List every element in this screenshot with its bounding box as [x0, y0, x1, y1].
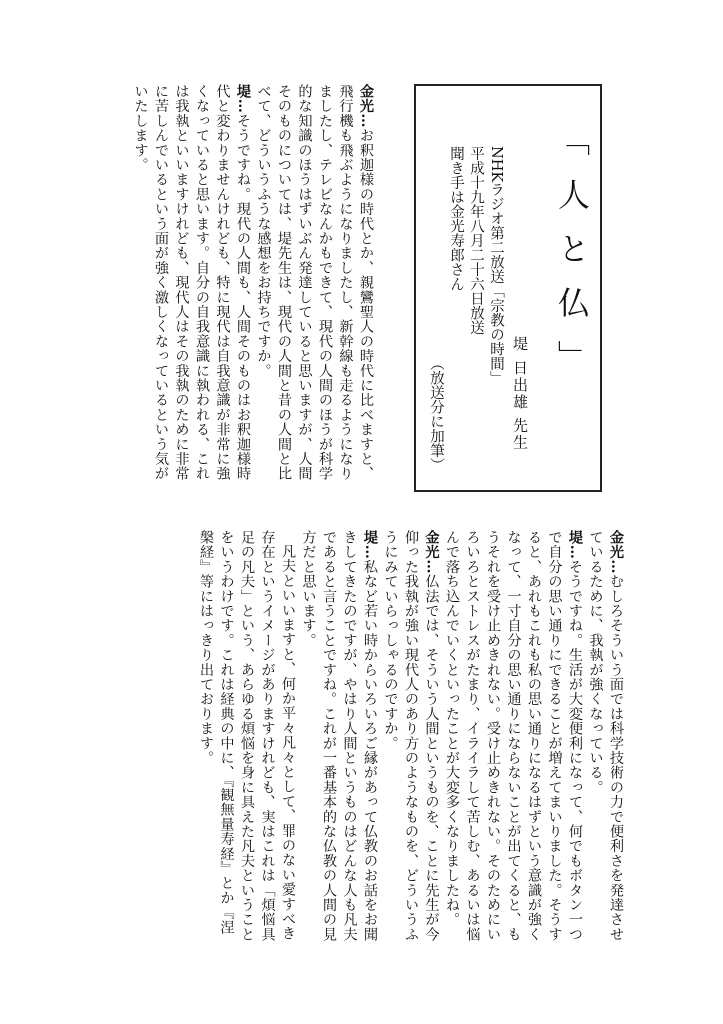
paragraph — [196, 530, 299, 948]
speaker-label: 堤… — [235, 84, 251, 114]
paragraph — [298, 530, 380, 948]
bottom-text-block — [86, 530, 626, 948]
author-name: 堤 日出雄 先生 — [511, 336, 529, 452]
speaker-label: 堤… — [567, 530, 583, 560]
interviewer-line: 聞き手は金光寿郎さん — [448, 146, 464, 291]
speaker-label: 金光… — [358, 84, 374, 129]
speaker-label: 堤… — [362, 530, 378, 560]
speaker-label: 金光… — [423, 530, 440, 575]
paragraph-text: そうですね。生活が大変便利になって、何でもボタン一つで自分の思い通りにできることが増えてまいりました。そうすると、あれもこれも私の思い通りになるはずという意識が強くなって、一寸自分の思い通りにならないことが出てくると、もうそれを受け止めきれない。受け止めきれない。そのためにいろいろとストレスがたまり、イライラして苦しむ、あるいは悩んで落ち込んでいくといったことが大変多くなりましたね。 — [444, 530, 583, 942]
paragraph — [130, 84, 253, 494]
paragraph — [253, 84, 376, 494]
paragraph-text: 私など若い時からいろいろご縁があって仏教のお話をお聞きしてきたのですが、やはり人間というものはどんな人も凡夫であると言うことですね。これが一番基本的な仏教の人間の見方だと思います。 — [300, 530, 378, 942]
paragraph — [585, 530, 626, 948]
paragraph-text: 凡夫といいますと、何か平々凡々として、罪のない愛すべき存在というイメージがありますけれども、実はこれは「煩悩具足の凡夫」という、あらゆる煩悩を身に具えた凡夫ということをいうわけです。これは経典の中に、『観無量寿経』とか『涅槃経』等にはっきり出ております。 — [198, 530, 296, 942]
broadcast-line: NHKラジオ第二放送「宗教の時間」 — [488, 146, 504, 386]
paragraph — [380, 530, 442, 948]
paragraph — [442, 530, 586, 948]
paragraph-text: そうですね。現代の人間も、人間そのものはお釈迦様時代と変わりませんけれども、特に現代は自我意識が非常に強くなっていると思います。自分の自我意識に執われる、これは我執といいますけれども、現代人はその我執のために非常に苦しんでいるという面が強く激しくなっているという気がいたします。 — [132, 84, 251, 481]
paragraph-text: むしろそういう面では科学技術の力で便利さを発達させているために、我執が強くなっている。 — [587, 530, 624, 942]
title-box — [414, 84, 602, 492]
paragraph-text: お釈迦様の時代とか、親鸞聖人の時代に比べますと、飛行機も飛ぶようになりましたし、新幹線も走るようになりましたし、テレビなんかもできて、現代の人間のほうが科学的な知識のほうはずいぶん発達していると思いますが、人間そのものについては、堤先生は、現代の人間と昔の人間と比べて、どういうふうな感想をお持ちですか。 — [255, 84, 374, 481]
note-line: （放送分に加筆） — [428, 356, 444, 472]
speaker-label: 金光… — [608, 530, 624, 575]
paragraph-text: 仏法では、そういう人間というものを、ことに先生が今仰った我執が強い現代人のあり方のようなものを、どういうふうにみていらっしゃるのですか。 — [382, 530, 440, 942]
date-line: 平成十九年八月二十六日放送 — [468, 146, 484, 335]
page-title: 「人と仏」 — [553, 124, 591, 394]
top-text-block — [86, 84, 376, 494]
broadcast-info — [426, 146, 506, 476]
